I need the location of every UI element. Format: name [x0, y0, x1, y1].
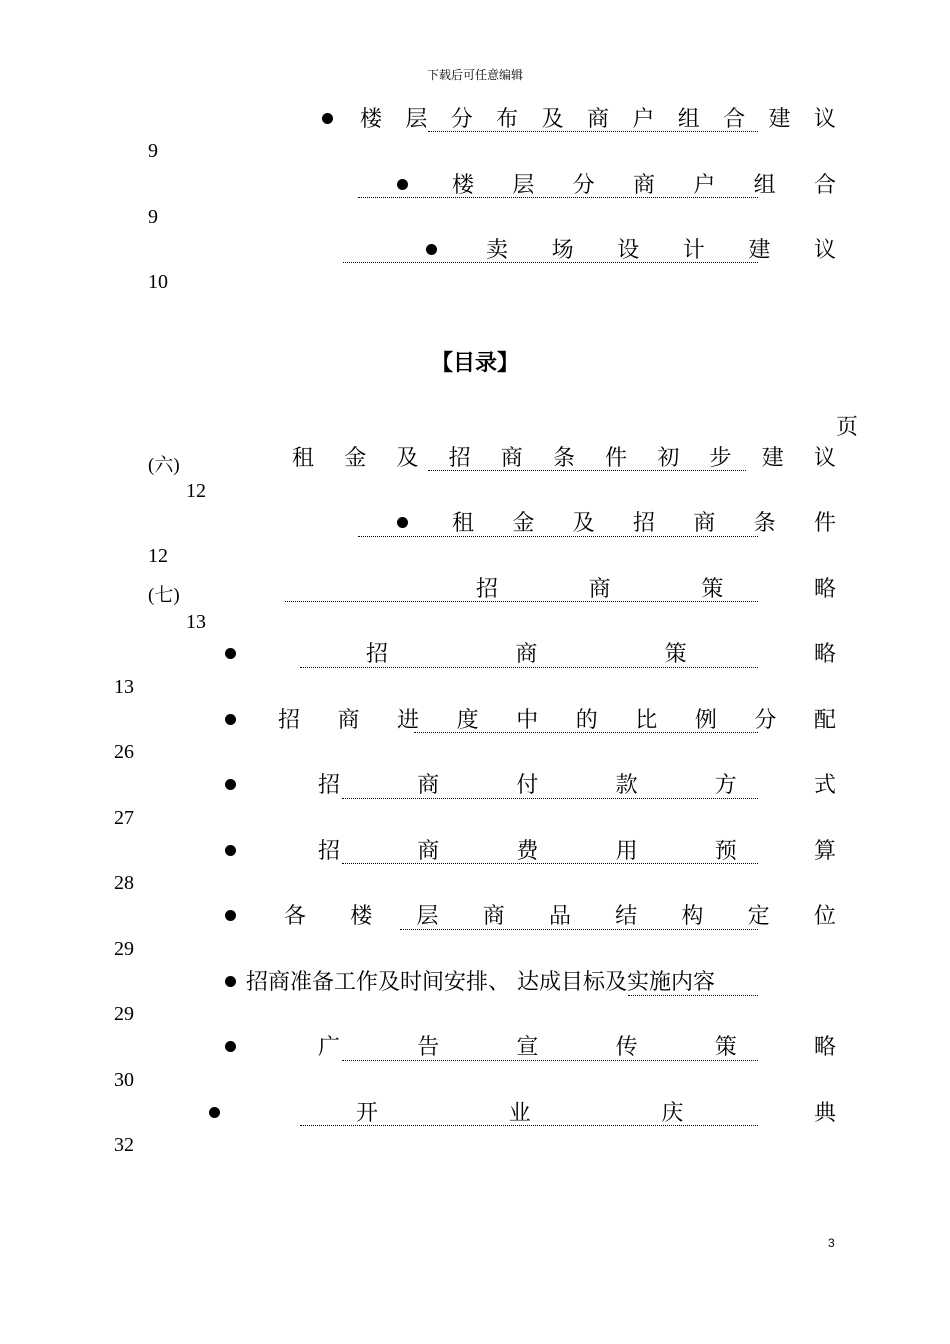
- toc-entry-page: 29: [114, 1003, 134, 1025]
- bullet-icon: [225, 910, 236, 921]
- toc-entry-text[interactable]: [318, 837, 836, 867]
- toc-char: 件: [605, 446, 628, 471]
- toc-char: 户: [632, 107, 655, 132]
- toc-char: 的: [575, 708, 598, 733]
- toc-char: 楼: [350, 904, 373, 929]
- toc-char: 商: [417, 773, 440, 798]
- toc-char: 组: [677, 107, 700, 132]
- toc-entry-text[interactable]: [476, 575, 836, 605]
- toc-char: 租: [292, 446, 315, 471]
- toc-char: 楼: [452, 173, 475, 198]
- toc-entry-page: 9: [148, 140, 158, 162]
- toc-char: 式: [813, 773, 836, 798]
- toc-char: 策: [701, 577, 724, 602]
- toc-char: 件: [813, 511, 836, 536]
- page-number: 3: [828, 1236, 835, 1250]
- toc-char: 结: [615, 904, 638, 929]
- toc-char: 初: [657, 446, 680, 471]
- toc-entry-page: 28: [114, 872, 134, 894]
- toc-char: 庆: [661, 1101, 684, 1126]
- toc-char: 招: [448, 446, 471, 471]
- toc-char: 层: [512, 173, 535, 198]
- toc-char: 建: [761, 446, 784, 471]
- toc-char: 付: [516, 773, 539, 798]
- toc-char: 分: [754, 708, 777, 733]
- toc-char: 建: [768, 107, 791, 132]
- toc-entry-text[interactable]: [284, 902, 836, 932]
- toc-char: 进: [397, 708, 420, 733]
- toc-char: 款: [615, 773, 638, 798]
- toc-char: 户: [693, 173, 716, 198]
- page-column-label: 页: [836, 415, 859, 440]
- toc-char: 建: [748, 238, 771, 263]
- toc-char: 略: [813, 1035, 836, 1060]
- toc-entry-text[interactable]: [486, 236, 836, 266]
- toc-char: 合: [723, 107, 746, 132]
- toc-char: 告: [417, 1035, 440, 1060]
- toc-char: 层: [416, 904, 439, 929]
- toc-char: 分: [572, 173, 595, 198]
- toc-char: 商: [588, 577, 611, 602]
- toc-char: 商: [632, 173, 655, 198]
- section-number: (七): [148, 585, 180, 606]
- toc-char: 开: [356, 1101, 379, 1126]
- toc-char: 租: [452, 511, 475, 536]
- toc-char: 业: [508, 1101, 531, 1126]
- bullet-icon: [225, 779, 236, 790]
- toc-entry-text[interactable]: [366, 640, 836, 670]
- toc-entry-text[interactable]: [278, 706, 836, 736]
- toc-char: 商: [500, 446, 523, 471]
- toc-char: 招: [318, 839, 341, 864]
- toc-char: 条: [552, 446, 575, 471]
- toc-char: 策: [664, 642, 687, 667]
- toc-entry-page: 13: [114, 676, 134, 698]
- toc-char: 卖: [486, 238, 509, 263]
- toc-char: 金: [512, 511, 535, 536]
- toc-entry-text[interactable]: [292, 444, 836, 474]
- toc-entry-text[interactable]: [452, 171, 836, 201]
- toc-char: 招: [318, 773, 341, 798]
- toc-entry-page: 13: [186, 611, 206, 633]
- toc-char: 预: [714, 839, 737, 864]
- toc-entry-text[interactable]: [318, 1033, 836, 1063]
- toc-char: 略: [813, 642, 836, 667]
- toc-char: 算: [813, 839, 836, 864]
- toc-char: 配: [813, 708, 836, 733]
- toc-entry-page: 12: [186, 480, 206, 502]
- bullet-icon: [397, 517, 408, 528]
- toc-char: 金: [344, 446, 367, 471]
- toc-char: 楼: [360, 107, 383, 132]
- toc-char: 组: [753, 173, 776, 198]
- toc-char: 及: [572, 511, 595, 536]
- bullet-icon: [225, 1041, 236, 1052]
- toc-char: 议: [813, 238, 836, 263]
- toc-char: 层: [405, 107, 428, 132]
- toc-char: 商: [515, 642, 538, 667]
- bullet-icon: [225, 845, 236, 856]
- bullet-icon: [225, 714, 236, 725]
- toc-char: 商: [417, 839, 440, 864]
- toc-char: 定: [747, 904, 770, 929]
- page-header: 下载后可任意编辑: [426, 68, 523, 82]
- toc-char: 场: [551, 238, 574, 263]
- toc-entry-text[interactable]: [318, 771, 836, 801]
- toc-char: 策: [714, 1035, 737, 1060]
- toc-entry-page: 12: [148, 545, 168, 567]
- toc-char: 商: [586, 107, 609, 132]
- toc-char: 广: [318, 1035, 341, 1060]
- toc-entry-page: 10: [148, 271, 168, 293]
- toc-entry-page: 29: [114, 938, 134, 960]
- toc-entry-page: 26: [114, 741, 134, 763]
- toc-entry-page: 27: [114, 807, 134, 829]
- toc-char: 构: [681, 904, 704, 929]
- toc-title: 【目录】: [430, 351, 519, 376]
- toc-entry-page: 9: [148, 206, 158, 228]
- toc-entry-text[interactable]: [356, 1099, 836, 1129]
- toc-entry-text[interactable]: [360, 105, 836, 135]
- toc-char: 度: [456, 708, 479, 733]
- toc-char: 布: [496, 107, 519, 132]
- toc-char: 费: [516, 839, 539, 864]
- bullet-icon: [397, 179, 408, 190]
- toc-char: 步: [709, 446, 732, 471]
- toc-char: 商: [482, 904, 505, 929]
- toc-char: 设: [617, 238, 640, 263]
- section-number: (六): [148, 455, 180, 476]
- bullet-icon: [426, 244, 437, 255]
- bullet-icon: [209, 1107, 220, 1118]
- toc-char: 传: [615, 1035, 638, 1060]
- toc-char: 典: [813, 1101, 836, 1126]
- toc-entry-page: 30: [114, 1069, 134, 1091]
- toc-char: 招: [476, 577, 499, 602]
- bullet-icon: [322, 113, 333, 124]
- bullet-icon: [225, 976, 236, 987]
- toc-char: 条: [753, 511, 776, 536]
- toc-char: 及: [396, 446, 419, 471]
- toc-char: 商: [693, 511, 716, 536]
- toc-char: 各: [284, 904, 307, 929]
- toc-char: 招: [278, 708, 301, 733]
- toc-char: 分: [450, 107, 473, 132]
- toc-char: 商: [337, 708, 360, 733]
- toc-char: 议: [813, 446, 836, 471]
- toc-char: 位: [813, 904, 836, 929]
- toc-char: 品: [548, 904, 571, 929]
- toc-char: 计: [682, 238, 705, 263]
- toc-char: 招: [632, 511, 655, 536]
- toc-char: 比: [635, 708, 658, 733]
- toc-char: 招: [366, 642, 389, 667]
- toc-char: 及: [541, 107, 564, 132]
- toc-char: 略: [813, 577, 836, 602]
- toc-char: 合: [813, 173, 836, 198]
- toc-char: 例: [694, 708, 717, 733]
- toc-entry-page: 32: [114, 1134, 134, 1156]
- toc-char: 方: [714, 773, 737, 798]
- toc-char: 中: [516, 708, 539, 733]
- toc-char: 议: [813, 107, 836, 132]
- bullet-icon: [225, 648, 236, 659]
- toc-entry-text[interactable]: [452, 509, 836, 539]
- toc-char: 宣: [516, 1035, 539, 1060]
- toc-entry-text[interactable]: 招商准备工作及时间安排、 达成目标及实施内容: [246, 970, 715, 995]
- toc-char: 用: [615, 839, 638, 864]
